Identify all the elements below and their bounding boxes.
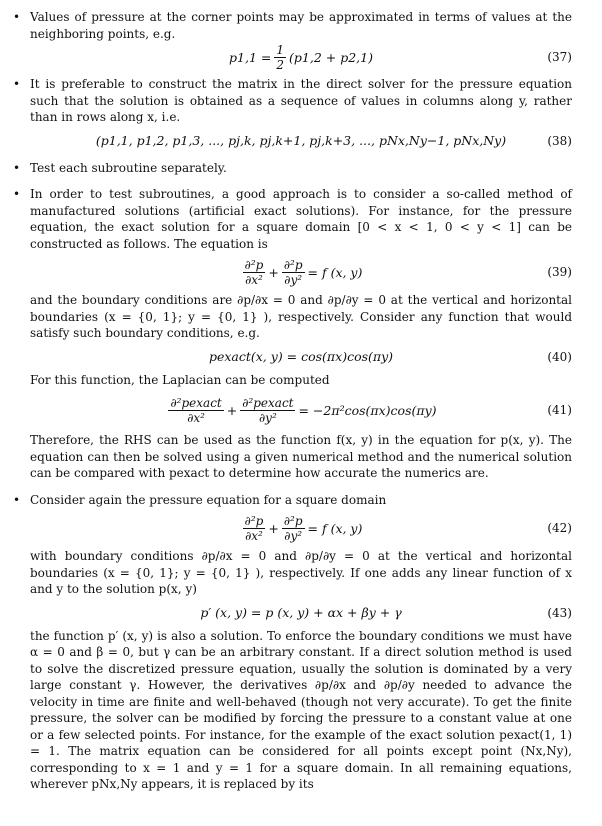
equation-40 [30,342,572,372]
eq41-t1-num: ∂²pexact [170,395,222,410]
paragraph-rhs-usage: Therefore, the RHS can be used as the function f(x, y) in the equation for p(x, y). The equation can then be solved using a given numerical method and the numerical solution can be compared with pexact to determine how accurate the numerics are. [30,433,572,480]
eq37-frac-num: 1 [276,42,285,57]
eq41-term1 [168,396,223,425]
eq39-t2-den: ∂y² [284,272,303,287]
eq39-t1-den: ∂x² [245,272,263,287]
paragraph-linear-function: with boundary conditions ∂p/∂x = 0 and ∂p/∂y = 0 at the vertical and horizontal boundaries (x = {0, 1}; y = {0, 1} ), respectively. If one adds any linear function of x and y to the solution p(x, y) [30,549,572,596]
bullet-dot: • [13,77,21,91]
eq41-term2 [240,396,295,425]
eq38-number: (38) [547,133,572,148]
eq42-term2 [282,514,305,543]
eq41-t1-den: ∂x² [187,410,205,425]
bullet-manufactured-solutions [0,186,572,252]
equation-42 [30,508,572,548]
bullet-dot: • [13,160,21,175]
eq37-number: (37) [547,50,572,64]
eq41-rhs: = −2π²cos(πx)cos(πy) [298,402,437,418]
bullet-dot: • [13,492,21,507]
eq38-expr: (p1,1, p1,2, p1,3, ..., pj,k, pj,k+1, pj,k+3, ..., pNx,Ny−1, pNx,Ny) [95,133,507,148]
paragraph-boundary-conditions: and the boundary conditions are ∂p/∂x = 0 and ∂p/∂y = 0 at the vertical and horizontal boundaries (x = {0, 1}; y = {0, 1} ), respectively. Consider any function that would satisfy such boundary conditions, e.g. [30,293,572,340]
eq37-frac-den: 2 [276,57,285,72]
equation-41 [30,388,572,432]
eq41-number: (41) [547,403,572,417]
bullet-dot: • [13,187,21,201]
eq39-number: (39) [547,265,572,279]
equation-38 [30,126,572,156]
paragraph-laplacian: For this function, the Laplacian can be computed [30,372,330,387]
eq42-number: (42) [547,521,572,535]
eq41-t2-den: ∂y² [258,410,277,425]
bullet-test-subroutine [0,160,572,177]
eq39-rhs: = f (x, y) [307,264,363,280]
eq39-t1-num: ∂²p [244,257,264,272]
equation-37 [30,42,572,72]
equation-39 [30,252,572,292]
bullet-text: In order to test subroutines, a good approach is to consider a so-called method of manufactured solutions (artificial exact solutions). For instance, for the pressure equation, the exact solution for a square domain [0 < x < 1, 0 < y < 1] can be constructed as follows. The equation is [30,187,572,251]
bullet-text: Test each subroutine separately. [30,160,227,175]
eq42-t2-den: ∂y² [284,528,303,543]
bullet-dot: • [13,10,21,24]
bullet-matrix-order [0,76,572,126]
eq39-term1 [243,258,266,287]
eq42-t2-num: ∂²p [283,513,303,528]
eq42-t1-den: ∂x² [245,528,263,543]
eq41-t2-num: ∂²pexact [242,395,294,410]
bullet-corner-points [0,9,572,42]
eq43-expr: p′ (x, y) = p (x, y) + αx + βy + γ [200,605,402,620]
eq42-plus: + [268,520,279,536]
eq40-expr: pexact(x, y) = cos(πx)cos(πy) [208,349,394,364]
eq42-rhs: = f (x, y) [307,520,363,536]
eq39-t2-num: ∂²p [283,257,303,272]
eq39-plus: + [268,264,279,280]
eq37-lhs: p1,1 = [229,49,272,65]
bullet-pressure-square-domain [0,492,572,509]
eq37-fraction [274,43,286,72]
bullet-text: Values of pressure at the corner points may be approximated in terms of values at the neighboring points, e.g. [30,10,572,41]
eq43-number: (43) [547,605,572,620]
paragraph-finite-pressure: the function p′ (x, y) is also a solution. To enforce the boundary conditions we must have α = 0 and β = 0, but γ can be an arbitrary constant. If a direct solution method is used to solve the discretized pressure equation, usually the solution is dominated by a very large constant γ. However, the derivatives ∂p/∂x and ∂p/∂y needed to advance the velocity in time are finite and well-behaved (though not very accurate). To get the finite pressure, the solver can be modified by forcing the pressure to a constant value at one or a few selected points. For instance, for the example of the exact solution pexact(1, 1) = 1. The matrix equation can be considered for all points except point (Nx,Ny), corresponding to x = 1 and y = 1 for a square domain. In all remaining equations, wherever pNx,Ny appears, it is replaced by its [30,628,572,791]
equation-43 [30,598,572,628]
eq37-rhs: (p1,2 + p2,1) [289,49,373,65]
eq42-term1 [243,514,266,543]
bullet-text: Consider again the pressure equation for a square domain [30,492,387,507]
eq42-t1-num: ∂²p [244,513,264,528]
eq41-plus: + [226,402,238,418]
bullet-text: It is preferable to construct the matrix in the direct solver for the pressure equation such that the solution is obtained as a sequence of values in columns along y, rather than in rows along x, i.e. [30,77,572,124]
eq40-number: (40) [547,349,572,364]
eq39-term2 [282,258,305,287]
